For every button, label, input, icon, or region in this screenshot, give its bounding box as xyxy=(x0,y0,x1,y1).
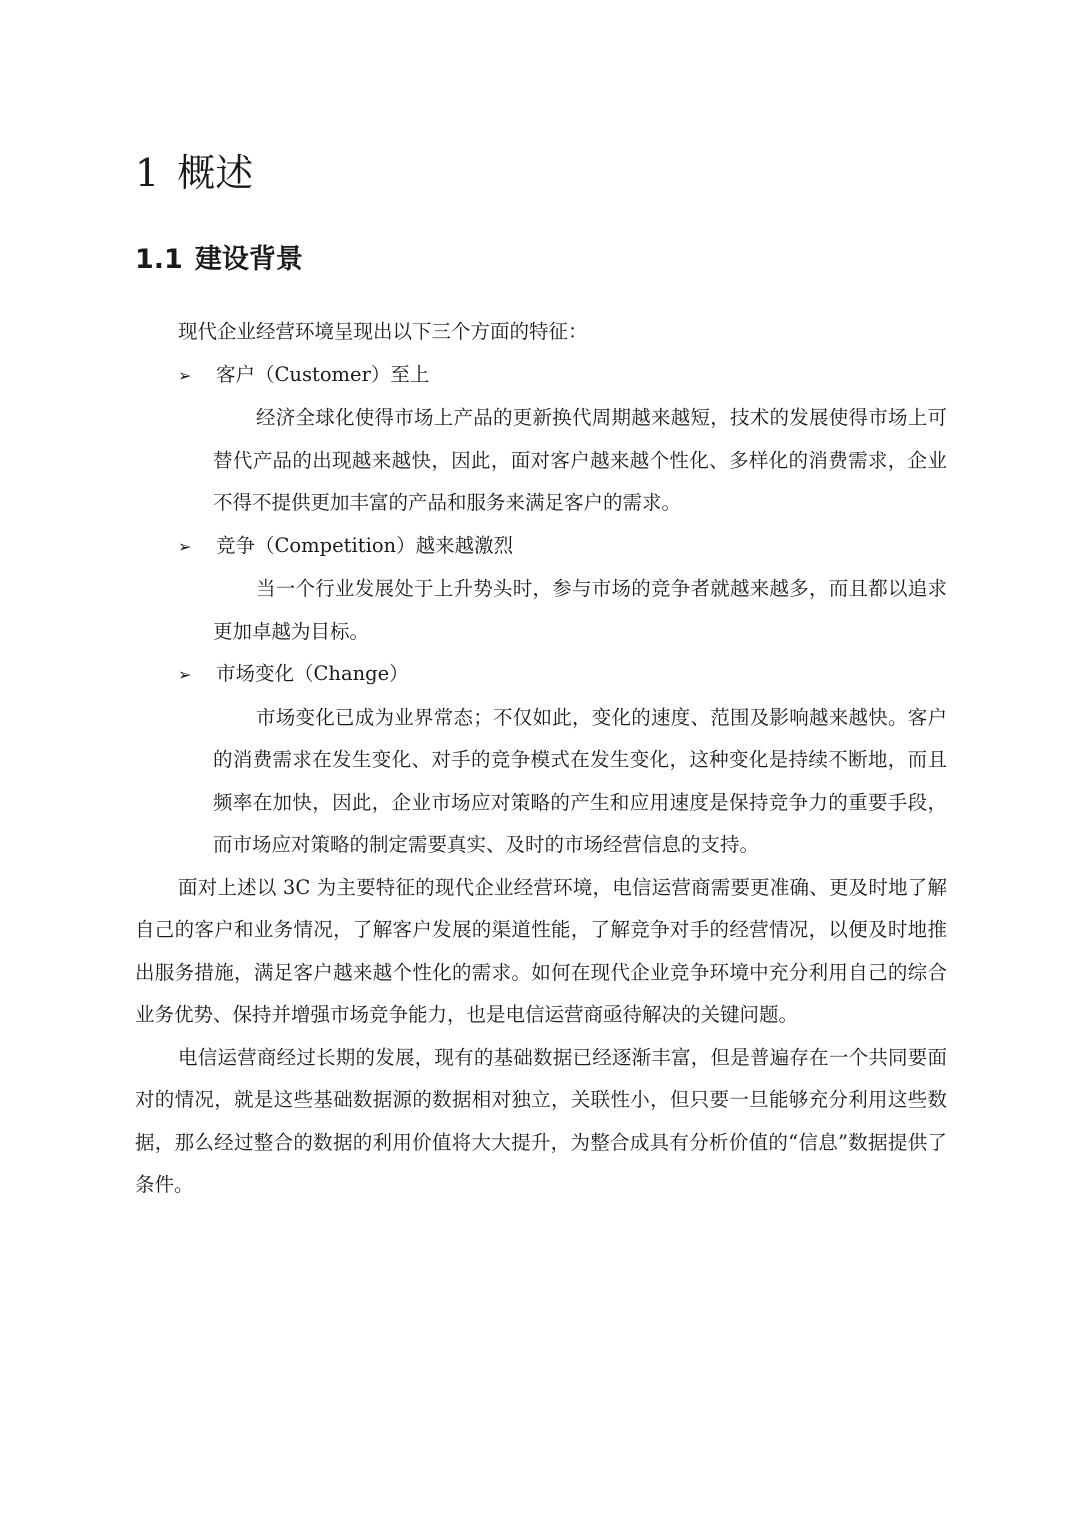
section-heading xyxy=(135,240,303,280)
bullet-item-competition xyxy=(135,525,947,569)
bullet-title: 市场变化（Change） xyxy=(216,662,409,685)
body-paragraph: 电信运营商经过长期的发展，现有的基础数据已经逐渐丰富，但是普遍存在一个共同要面对的情况，就是这些基础数据源的数据相对独立，关联性小，但只要一旦能够充分利用这些数据，那么经过整合的数据的利用价值将大大提升，为整合成具有分析价值的“信息”数据提供了条件。 xyxy=(135,1045,947,1196)
chapter-number: 1 xyxy=(135,151,160,195)
bullet-item-change xyxy=(135,653,947,697)
bullet-title: 客户（Customer）至上 xyxy=(216,362,430,386)
intro-paragraph: 现代企业经营环境呈现出以下三个方面的特征： xyxy=(178,320,588,343)
bullet-title: 竞争（Competition）越来越激烈 xyxy=(216,533,514,557)
section-number: 1.1 xyxy=(135,244,183,275)
chapter-title: 概述 xyxy=(177,151,254,195)
arrow-bullet-icon: ➢ xyxy=(178,365,192,385)
bullet-description: 市场变化已成为业界常态；不仅如此，变化的速度、范围及影响越来越快。客户的消费需求在发生变化、对手的竞争模式在发生变化，这种变化是持续不断地，而且频率在加快，因此，企业市场应对策略的产生和应用速度是保持竞争力的重要手段，而市场应对策略的制定需要真实、及时的市场经营信息的支持。 xyxy=(213,705,947,856)
section-body xyxy=(135,311,947,1207)
section-title: 建设背景 xyxy=(194,244,303,275)
chapter-heading xyxy=(135,148,253,198)
bullet-description: 当一个行业发展处于上升势头时，参与市场的竞争者就越来越多，而且都以追求更加卓越为目标。 xyxy=(213,577,947,643)
bullet-description: 经济全球化使得市场上产品的更新换代周期越来越短，技术的发展使得市场上可替代产品的出现越来越快，因此，面对客户越来越个性化、多样化的消费需求，企业不得不提供更加丰富的产品和服务来满足客户的需求。 xyxy=(213,406,947,514)
bullet-item-customer xyxy=(135,354,947,398)
arrow-bullet-icon: ➢ xyxy=(178,536,192,556)
body-paragraph: 面对上述以 3C 为主要特征的现代企业经营环境，电信运营商需要更准确、更及时地了解自己的客户和业务情况，了解客户发展的渠道性能，了解竞争对手的经营情况，以便及时地推出服务措施，满足客户越来越个性化的需求。如何在现代企业竞争环境中充分利用自己的综合业务优势、保持并增强市场竞争能力，也是电信运营商亟待解决的关键问题。 xyxy=(135,875,947,1026)
arrow-bullet-icon: ➢ xyxy=(178,665,192,684)
